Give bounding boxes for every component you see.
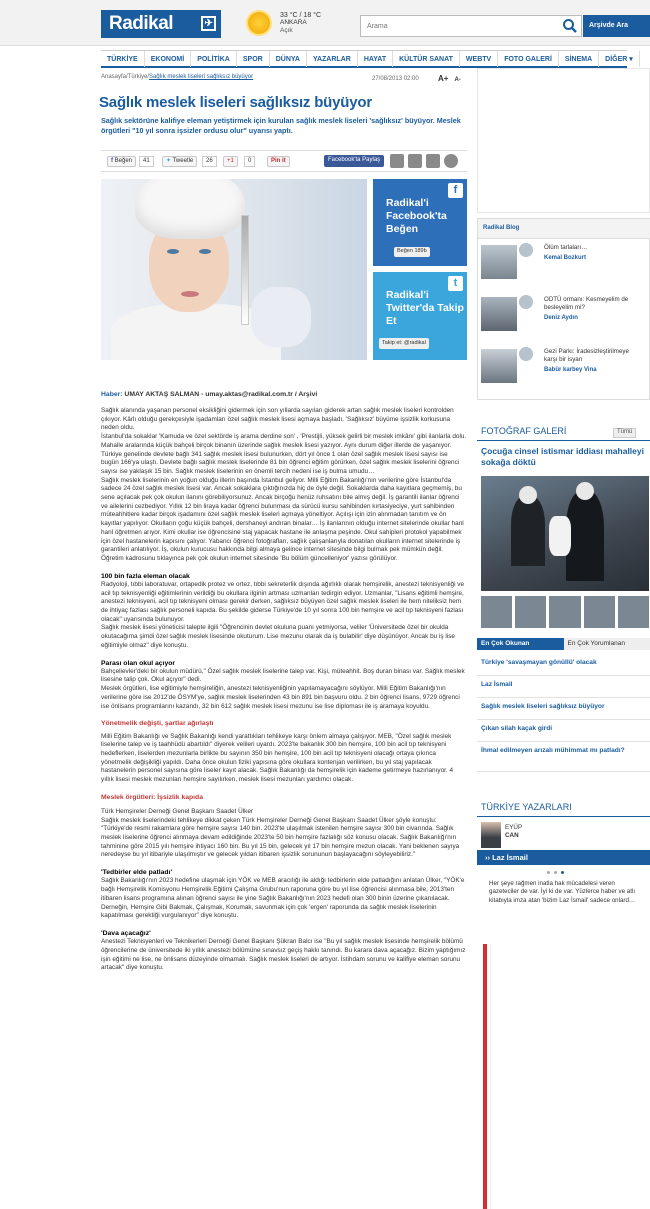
nav-turkiye[interactable]: TÜRKİYE	[101, 51, 145, 67]
article-title: Sağlık meslek liseleri sağlıksız büyüyor	[99, 94, 372, 111]
gplus-button[interactable]	[223, 156, 238, 167]
gallery-thumb[interactable]	[481, 596, 512, 628]
share-bar	[101, 150, 467, 172]
tab-most-commented[interactable]: En Çok Yorumlanan	[564, 638, 650, 650]
ad-slot	[477, 68, 650, 213]
facebook-like-count: 189b	[414, 248, 427, 254]
gallery-title[interactable]: Çocuğa cinsel istismar iddiası mahalleyi sokağa döktü	[481, 446, 644, 467]
fb-like-count: 41	[139, 156, 154, 167]
blog-thumbnail	[481, 245, 517, 279]
writers-heading: TÜRKİYE YAZARLARI	[481, 802, 572, 812]
paragraph: Sağlık meslek liselerinin en yoğun olduğu illerin başında İstanbul geliyor. Milli Eğitim Bakanlığı'nın verilerine göre İstanbul'da sadece 24 özel sağlık meslek lisesi var. Ancak sokaklara çıktığınızda hiç de öyle değil. Sokaklarda daha kayıtlara geçmemiş, bu sene açılacak pek çok okulun ilanını görebiliyorsunuz. Ancak birçoğu henüz ruhsatını bile almış değil. İş garantili ilanlar öğrenci ve ailelerini cezbediyor. Yıllık 12 bin liraya kadar öğrenci bulunması da sürücü kursu sahibinden kırtasiyeciye, yurt sahibinden müteahhitlere kadar birçok işadamını özel sağlık meslek liseleri açmaya yöneltiyor. Açılışı için izin alınmadan tanıtım ve ön kayıtlar yapılıyor. Okulların çoğu küçük bahçeli, dershaneyi andıran binalar… İş ilanlarının olduğu internet sitelerinde okullar hanl hanl öğretmen arıyor. Kimi okullar ise öğrencisine staj yapacak hastane ile anlaşma peşinde. Okul sahipleri protokol yapabilmek için özel hastanelerin kapısını çalıyor. Yabancı öğrenci fotoğrafları, sağlık çalışanlarıyla donatılan okulların internet sitelerinde iş garantileri anlatılıyor. İş, okulun kurucusu hakkında bilgi almaya gelince internet sitesinde bilgi bulmak pek mümkün değil. Öğretim kadrosunu tıklayınca pek çok okulun internet sitesinde 'Bu bölüm güncelleniyor' yazısı görülüyor.	[101, 476, 464, 562]
facebook-icon: f	[448, 183, 463, 198]
main-nav	[101, 50, 627, 68]
nav-dunya[interactable]: DÜNYA	[270, 51, 307, 67]
gplus-count: 0	[244, 156, 255, 167]
weather-temp: 33 °C / 18 °C	[280, 12, 322, 19]
list-item[interactable]: Sağlık meslek liseleri sağlıksız büyüyor	[477, 698, 650, 720]
nav-hayat[interactable]: HAYAT	[358, 51, 393, 67]
article-photo	[101, 179, 367, 360]
writer-photo[interactable]	[481, 822, 501, 848]
paragraph: Bahçelievler'deki bir okulun müdürü," Özel sağlık meslek liselerine talep var. Kişi, müteahhit. Boş duran binası var. Sağlık meslek lisesine talip çok. Okul açıyor" dedi.	[101, 667, 465, 684]
twitter-icon: ✦	[166, 158, 172, 164]
tweet-label: Tweetle	[172, 158, 194, 164]
most-tabs	[477, 638, 650, 650]
list-item[interactable]: Çıkan silah kaçak girdi	[477, 720, 650, 742]
nav-webtv[interactable]: WEBTV	[460, 51, 498, 67]
paragraph: Sağlık meslek lisesi yöneticisi talepte ilgili "Öğrencinin devlet okuluna puanı yetmiyorsa, veliler 'Üniversitede özel bir okulda okutacağıma şimdi özel sağlık meslek lisesinde okuturum. Lise mezunu olarak da iş bulabilir' diye düşünüyor. Ancak bu iş lise eğitimiyle olmaz" diye konuştu.	[101, 624, 455, 649]
blog-item-title: Ölüm tarlaları…	[544, 244, 588, 251]
breadcrumb: Anasayfa/Türkiye/Sağlık meslek liseleri sağlıksız büyüyor	[101, 74, 254, 80]
blog-item-title: Gezi Parkı: İradesizleştirilmeye karşı bir isyan	[544, 348, 629, 364]
facebook-like-label: Beğen	[397, 248, 413, 254]
subheading: Meslek örgütleri: İşsizlik kapıda	[101, 793, 203, 801]
facebook-promo[interactable]	[373, 179, 467, 266]
avatar	[519, 347, 533, 361]
facebook-like-button[interactable]	[394, 247, 430, 257]
subheading: 100 bin fazla eleman olacak	[101, 572, 190, 580]
gallery-thumbnails	[481, 596, 649, 628]
writer-excerpt: Her şeye rağmen inatla hak mücadelesi veren gazeteciler de var. İyi ki de var. Yüzlerce haber ve atlı kitabıyla imza atan 'bizim Laz İsmail' sadece onlard…	[489, 880, 636, 904]
paragraph: Türkiye genelinde devlete bağlı 341 sağlık meslek lisesi bulunurken, dört yıl önce 1 olan özel sağlık meslek lisesi sayısı ise bugün 166'ya ulaştı. Devlete bağlı sağlık meslek liselerinde 81 bin öğrenci eğitim görürken, özel sağlık meslek liselerini öğrenci sayısı ise yaklaşık 15 bin. Sağlık meslek liselerinin en önemli tercih nedeni ise iş bulma umudu…	[101, 450, 460, 475]
avatar	[519, 295, 533, 309]
most-read-list	[477, 654, 650, 772]
gallery-image[interactable]	[481, 476, 649, 591]
paragraph: Anestezi Teknisyenleri ve Teknikerleri Derneği Genel Başkanı Şükran Balcı ise "Bu yıl sağlık meslek lisesinde hemşirelik bölümü öğrencilerine de üniversitede iki yıllık anestezi bölümüne sınavsız geçiş hakkı tanındı. Bu karara dava açacağız. Bizim yaptığımız işin eğitimi ne lise, ne önlisans düzeyinde olmamalı. Sağlık meslek liseleri de artıyor. İstihdam sorunu ve kalifiye eleman sorunu artacak" diye konuştu.	[101, 938, 466, 972]
radikal-logo[interactable]	[101, 10, 221, 38]
writer-last-name: CAN	[505, 832, 519, 840]
font-size-controls	[438, 74, 467, 85]
nav-foto-galeri[interactable]: FOTO GALERİ	[498, 51, 559, 67]
breadcrumb-home[interactable]: Anasayfa	[101, 74, 127, 80]
twitter-icon: t	[448, 276, 463, 291]
blog-item[interactable]	[481, 241, 648, 291]
tweet-count: 26	[202, 156, 217, 167]
archive-search-button[interactable]: Arşivde Ara	[583, 15, 650, 37]
twitter-follow-button[interactable]: Takip et: @radikal	[379, 338, 429, 349]
twitter-promo[interactable]	[373, 272, 467, 360]
weather-city: ANKARA	[280, 19, 307, 26]
twitter-promo-title: Radikal'i Twitter'da Takip Et	[386, 289, 464, 328]
subheading: 'Dava açacağız'	[101, 929, 151, 937]
nav-politika[interactable]: POLİTİKA	[191, 51, 237, 67]
sun-icon	[248, 12, 270, 34]
blog-item[interactable]	[481, 345, 648, 395]
weather-condition: Açık	[280, 27, 293, 34]
nav-sinema[interactable]: SİNEMA	[559, 51, 599, 67]
nav-yazarlar[interactable]: YAZARLAR	[307, 51, 358, 67]
carousel-dot[interactable]	[547, 871, 550, 874]
paragraph: Sağlık meslek liselerindeki tehlikeye dikkat çeken Türk Hemşireler Derneği Genel Başkanı Saadet Ülker şöyle konuştu: "Türkiye'de resmi rakamlara göre hemşire sayısı 140 bin. 2023'te ulaşılmak istenilen hemşire sayısı 300 bin civarında. Sağlık meslek liselerine öğrenci alınmaya devam edildiğinde 2023'te 50 bin hemşire fazlalığı söz konusu olacak. Sağlık Bakanlığı'nın tahminine göre 2015 yılı hemşire ihtiyacı 160 bin. Bu yıl 15 bin, gelecek yıl 17 bin hemşire mezun olacak. Yani beklenen sayıya neredeyse bu yıl itibariyle ulaşılmıştır ve gelecek yıldan itibaren işsizlik sorununun başlayacağını söyleyebiliriz."	[101, 816, 460, 859]
comment-icon[interactable]	[444, 154, 458, 168]
radikal-blog-box	[477, 218, 650, 400]
blog-item-author: Deniz Aydın	[544, 315, 578, 322]
article-date: 27/08/2013 02:00	[372, 76, 419, 82]
fb-like-button[interactable]	[107, 156, 136, 167]
subheading: 'Tedbirler elde patladı'	[101, 869, 173, 877]
blog-header	[478, 219, 650, 239]
paragraph: Meslek örgütleri, lise eğitimiyle hemşireliğin, anestezi teknisyenliğinin yapılamayacağını söylüyor. Milli Eğitim Bakanlığı'nın verilerine göre ise 2012'de ÖSYM'ye, sağlık meslek liselerinden 43 bin 891 bin başvuru oldu. 2 bin öğrenci lisans, 9729 öğrenci ise önlisans programlarını kazandı, 32 bin 612 sağlık meslek lisesi mezunu ise lise diploması ile iş aramaya koyuldu.	[101, 685, 460, 710]
writer-name[interactable]	[505, 824, 522, 840]
gallery-thumb[interactable]	[515, 596, 546, 628]
paragraph: Milli Eğitim Bakanlığı ve Sağlık Bakanlığı kendi yarattıkları tehlikeye karşı önlem almaya çalışıyor. MEB, "Özel sağlık meslek liselerine talep ve iş taahhüdü abartıldı" diyerek velileri uyardı. 2023'te bakanlık 300 bin hemşire, 100 bin acil tıp teknisyeni hedeflerken, liselerden mezunlarla birlikte bu sayının 350 bin hemşire, 100 bin acil tıp teknisyeni olacağı ortaya çıkınca yönetmelik değişikliği yapıldı. Daha önce okulun fiziki yapısına göre okullara kontenjan verilirken, bu yıl staj yapılacak hastanelerin personel sayısına göre liseler kayıt alacak. Sağlık Bakanlığı da hemşirelik için kademe getirmeye hazırlanıyor. 4 yıllık lisesi meslek mezunları hemşire sayılırken, meslek lisesi mezunları yardımcı olacak.	[101, 732, 454, 784]
site-header	[0, 0, 650, 46]
search-input[interactable]	[361, 16, 551, 36]
gallery-thumb[interactable]	[618, 596, 649, 628]
facebook-share-button[interactable]: Facebook'ta Paylaş	[324, 155, 384, 167]
photo-gallery-box	[477, 424, 650, 664]
search-icon[interactable]	[562, 18, 578, 34]
blog-item[interactable]	[481, 293, 648, 343]
pinterest-button[interactable]: Pin it	[267, 156, 290, 167]
tab-most-read[interactable]: En Çok Okunan	[477, 638, 564, 650]
gallery-all-button[interactable]: Tümü	[613, 428, 636, 438]
search-box	[360, 15, 582, 37]
article-spot: Sağlık sektörüne kalifiye eleman yetiştirmek için kurulan sağlık meslek liseleri 'sağlıksız' büyüyor. Meslek örgütleri "10 yıl sonra işsizler ordusu olur" uyarısı yaptı.	[101, 116, 461, 135]
breadcrumb-section[interactable]: Türkiye	[127, 74, 148, 80]
writer-article-title[interactable]	[477, 850, 650, 865]
gallery-heading: FOTOĞRAF GALERİ	[481, 426, 567, 436]
fb-like-label: Beğen	[114, 158, 133, 164]
ad-slot	[490, 944, 650, 1209]
writer-article-label: Laz İsmail	[492, 853, 528, 862]
facebook-icon: f	[111, 158, 113, 164]
nav-ekonomi[interactable]: EKONOMİ	[145, 51, 191, 67]
avatar	[519, 243, 533, 257]
paragraph: Sağlık alanında yaşanan personel eksikliğini gidermek için son yıllarda sayıları giderek artan sağlık meslek liseleri kontrolden çıkıyor. Kârlı olduğu gerekçesiyle işadamları özel sağlık meslek lisesi açmaya başladı. 'Sağlıksız' büyüme işsizlik korkusuna neden oldu.	[101, 407, 454, 432]
carousel-dot[interactable]	[554, 871, 557, 874]
subheading: Yönetmelik değişti, şartlar ağırlaştı	[101, 720, 214, 728]
print-icon[interactable]	[390, 154, 404, 168]
byline-author[interactable]: UMAY AKTAŞ SALMAN - umay.aktas@radikal.com.tr / Arşivi	[124, 391, 318, 398]
nav-kultur-sanat[interactable]: KÜLTÜR SANAT	[393, 51, 460, 67]
nav-diger[interactable]: DİĞER ▾	[599, 51, 640, 67]
blog-item-author: Babür karbey Vina	[544, 367, 597, 374]
breadcrumb-current[interactable]: Sağlık meslek liseleri sağlıksız büyüyor	[149, 74, 254, 80]
logo-flag-icon: ✈	[201, 16, 216, 31]
paragraph: Türk Hemşireler Derneği Genel Başkanı Saadet Ülker	[101, 807, 254, 815]
list-item[interactable]: İhmal edilmeyen arızalı mühimmat mı patladı?	[477, 742, 650, 772]
list-item[interactable]: Türkiye 'savaşmayan gönüllü' olacak	[477, 654, 650, 676]
blog-title[interactable]: Radikal Blog	[483, 225, 520, 231]
carousel-dot[interactable]	[561, 871, 564, 874]
gallery-thumb[interactable]	[584, 596, 615, 628]
save-icon[interactable]	[408, 154, 422, 168]
byline-label: Haber:	[101, 391, 123, 398]
writer-first-name: EYÜP	[505, 824, 523, 831]
tweet-button[interactable]	[162, 156, 197, 167]
gallery-thumb[interactable]	[549, 596, 580, 628]
ad-border	[483, 944, 487, 1209]
logo-text: Radikal	[109, 13, 174, 34]
facebook-promo-title: Radikal'i Facebook'ta Beğen	[386, 197, 447, 236]
list-item[interactable]: Laz İsmail	[477, 676, 650, 698]
chevron-right-icon: ››	[485, 853, 493, 862]
blog-item-title: ODTÜ ormanı: Kesmeyelim de besleyelim mi?	[544, 296, 629, 312]
byline	[101, 391, 317, 400]
gplus-label: +1	[227, 158, 234, 164]
font-increase-button[interactable]: A+	[438, 74, 449, 83]
paragraph: Sağlık Bakanlığı'nın 2023 hedefine ulaşmak için YÖK ve MEB aracılığı ile aldığı tedbirlerin elde patladığını anlatan Ülker, "YÖK'e bağlı Hemşirelik Komisyonu Hemşirelik Eğitimi Çalışma Grubu'nun raporuna göre bu yıl lise öğrencisi alınmasa bile, 2013'ten itibaren lisans programına alınan öğrenci sayısı ile yine Sağlık Bakanlığı'nın 2023 hedefi olan 300 binin üzerine çıkanılacak. Derneğin, Hemşire Gibi Bakmak, Çalışmak, Korumak, savunmak için çok 'ergen' raporunda da sağlık meslek liselerinin kapatılması gerektiği vurgulanıyor" diye konuştu.	[101, 877, 465, 920]
blog-thumbnail	[481, 349, 517, 383]
nav-spor[interactable]: SPOR	[237, 51, 270, 67]
paragraph: İstanbul'da sokaklar 'Kamuda ve özel sektörde iş arama derdine son' , 'Prestijli, yüksek gelirli bir meslek imkânı' gibi ilanlarla dolu. Mahalle aralarında küçük bahçeli birçok binanın üzerinde sağlık meslek lisesi yazıyor. Aynı durum diğer illerde de yaşanıyor.	[101, 433, 467, 449]
subheading: Parası olan okul açıyor	[101, 659, 176, 667]
article-body	[101, 407, 467, 973]
font-decrease-button[interactable]: A-	[454, 77, 461, 83]
mail-icon[interactable]	[426, 154, 440, 168]
blog-item-author: Kemal Bozkurt	[544, 255, 587, 262]
paragraph: Radyoloji, tıbbi laboratuvar, ortapedik protez ve ortez, tıbbi sekreterlik dışında ağırlıklı olarak hemşirelik, anestezi teknisyenliği ve acil tıp teknisyenliği eğitimlerinin verildiği bu okullara ilginin artması uzmanları tedirgin ediyor. Uzmanlar, "Lisans eğitimli hemşire, anestezi teknisyeni, acil tıp teknisyeni olması gerekir derken, sağlıksız büyüyen özel sağlık meslek liseleri ile hem niteliksiz hem de ihtiyaç fazlası sağlık personeli kapıda. Bu şekilde giderse Türkiye'de 10 yıl sonra 100 bin hemşire ve acil tıp teknisyeni fazlası olacak" uyarısında bulunuyor.	[101, 580, 465, 623]
blog-thumbnail	[481, 297, 517, 331]
